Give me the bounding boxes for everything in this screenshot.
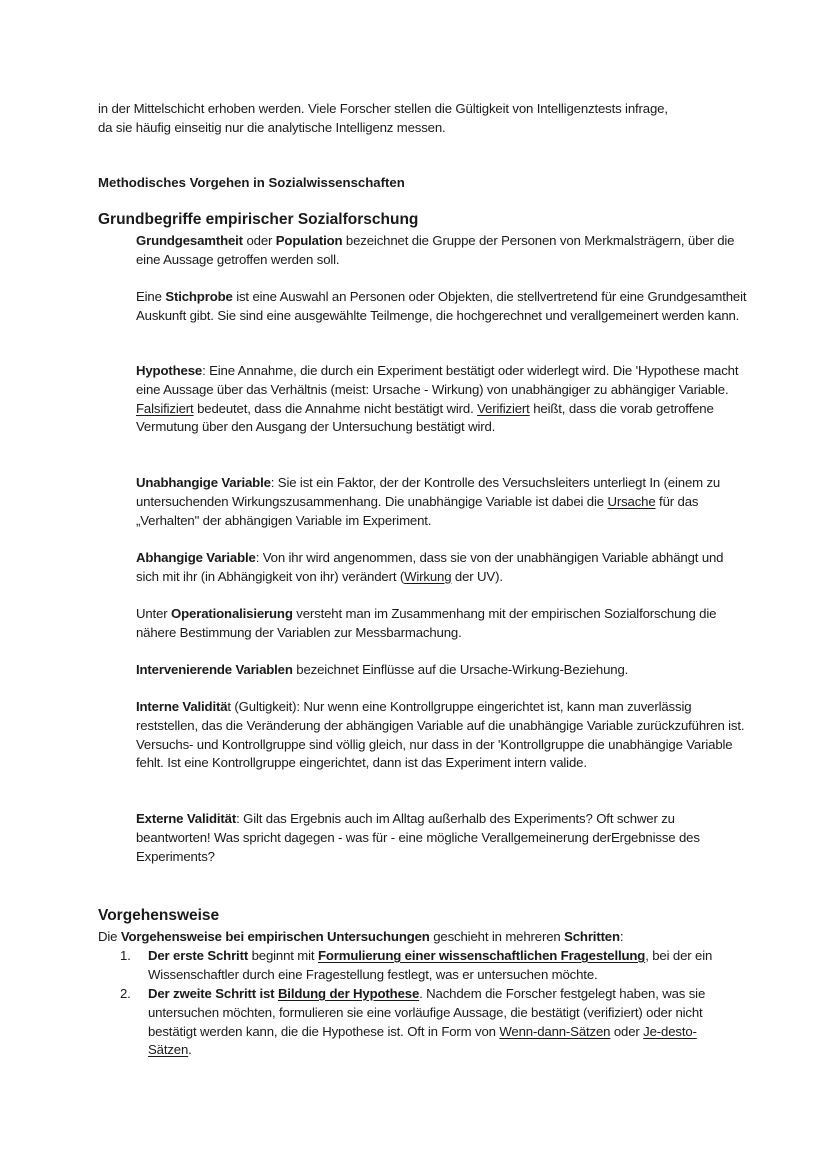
heading-grundbegriffe: Grundbegriffe empirischer Sozialforschung bbox=[98, 211, 419, 228]
list-item-step-2 bbox=[120, 985, 740, 1060]
term-grundgesamtheit: Grundgesamtheit bbox=[136, 233, 243, 248]
section-title: Methodisches Vorgehen in Sozialwissenschaften bbox=[98, 175, 405, 190]
term-operationalisierung: Operationalisierung bbox=[171, 606, 293, 621]
intro-line-1: in der Mittelschicht erhoben werden. Viele Forscher stellen die Gültigkeit von Intelligenztests infrage, bbox=[98, 101, 668, 116]
list-number: 2. bbox=[120, 986, 131, 1001]
text: bedeutet, dass die Annahme nicht bestätigt wird. bbox=[193, 400, 478, 416]
term-externe-validitaet: Externe Validität bbox=[136, 811, 237, 826]
term-intervenierende-variablen: Intervenierende Variablen bbox=[136, 662, 293, 677]
term-fragestellung: Formulierung einer wissenschaftlichen Fragestellung bbox=[317, 948, 646, 963]
text: : bbox=[619, 929, 624, 944]
term-verifiziert: Verifiziert bbox=[477, 400, 530, 416]
term-je-desto: Je-desto-Sätzen bbox=[148, 1023, 697, 1058]
list-item-step-1 bbox=[120, 947, 740, 985]
text: bezeichnet die Gruppe der Personen von Merkmalsträgern, über die eine Aussage getroffen werden soll. bbox=[136, 233, 735, 267]
text: geschieht in mehreren bbox=[429, 929, 565, 944]
paragraph-unabhaengige-variable bbox=[136, 474, 748, 530]
term-falsifiziert: Falsifiziert bbox=[136, 400, 194, 416]
text: ist eine Auswahl an Personen oder Objekten, die stellvertretend für eine Grundgesamtheit Auskunft gibt. Sie sind eine ausgewählte Teilmenge, die hochgerechnet und verallgemeinert werden kann. bbox=[136, 289, 747, 323]
text: Die bbox=[98, 929, 121, 944]
text: Der erste Schritt bbox=[148, 948, 249, 963]
term-wenn-dann: Wenn-dann-Sätzen bbox=[499, 1023, 611, 1039]
text: : Gilt das Ergebnis auch im Alltag außerhalb des Experiments? Oft schwer zu beantworten! Was spricht dagegen - was für - eine mögliche Verallgemeinerung derErgebnisse des Experiments? bbox=[136, 811, 700, 864]
paragraph-stichprobe bbox=[136, 288, 748, 326]
paragraph-abhaengige-variable bbox=[136, 549, 748, 587]
paragraph-interne-validitaet bbox=[136, 698, 748, 773]
term-hypothese: Hypothese bbox=[136, 363, 203, 378]
text: : Sie ist ein Faktor, der der Kontrolle des Versuchsleiters unterliegt In (einem zu untersuchenden Wirkungszusammenhang. Die unabhängige Variable ist dabei die bbox=[136, 475, 721, 509]
text: bezeichnet Einflüsse auf die Ursache-Wirkung-Beziehung. bbox=[292, 662, 629, 677]
paragraph-hypothese bbox=[136, 362, 748, 437]
text: der UV). bbox=[451, 568, 503, 584]
text: oder bbox=[242, 233, 276, 248]
text: : Von ihr wird angenommen, dass sie von der unabhängigen Variable abhängt und sich mit ihr (in Abhängigkeit von ihr) verändert ( bbox=[136, 550, 724, 584]
text: t (Gultigkeit): Nur wenn eine Kontrollgruppe eingerichtet ist, kann man zuverlässig reststellen, das die Veränderung der abhängigen Variable auf die unabhängige Variable zurückzuführen ist. Versuchs- und Kontrollgruppe sind völlig gleich, nur dass in der 'Kontrollgruppe die unabhängige Variable fehlt. Ist eine Kontrollgruppe eingerichtet, dann ist das Experiment intern valide. bbox=[136, 699, 745, 771]
text: : Eine Annahme, die durch ein Experiment bestätigt oder widerlegt wird. Die 'Hypothese macht eine Aussage über das Verhältnis (meist: Ursache - Wirkung) von unabhängiger zu abhängiger Variable. bbox=[136, 363, 739, 397]
text: Unter bbox=[136, 606, 172, 621]
intro-paragraph bbox=[98, 100, 748, 138]
term-interne-validitaet: Interne Validitä bbox=[136, 699, 228, 714]
text: heißt, dass die vorab getroffene Vermutung über den Ausgang der Untersuchung bestätigt wird. bbox=[136, 400, 714, 435]
heading-vorgehensweise: Vorgehensweise bbox=[98, 907, 220, 924]
term-stichprobe: Stichprobe bbox=[165, 289, 233, 304]
text: für das „Verhalten" der abhängigen Variable im Experiment. bbox=[136, 493, 699, 528]
term-vorgehensweise: Vorgehensweise bei empirischen Untersuchungen bbox=[120, 929, 430, 944]
term-unabhaengige-variable: Unabhangige Variable bbox=[136, 475, 271, 490]
text: . Nachdem die Forscher festgelegt haben, was sie untersuchen möchten, formulieren sie eine vorläufige Aussage, die bestätigt (verifiziert) oder nicht bestätigt werden kann, die die Hypothese ist. Oft in Form von bbox=[148, 986, 706, 1039]
term-wirkung: Wirkung bbox=[404, 568, 452, 584]
text: . bbox=[188, 1042, 192, 1058]
term-population: Population bbox=[275, 233, 343, 248]
term-ursache: Ursache bbox=[607, 493, 656, 509]
text: Eine bbox=[136, 289, 166, 304]
paragraph-externe-validitaet bbox=[136, 810, 748, 866]
intro-line-2: da sie häufig einseitig nur die analytische Intelligenz messen. bbox=[98, 119, 446, 135]
paragraph-vorgehensweise-intro bbox=[98, 928, 748, 947]
list-number: 1. bbox=[120, 948, 131, 963]
term-abhaengige-variable: Abhangige Variable bbox=[136, 550, 256, 565]
term-schritten: Schritten bbox=[564, 929, 620, 944]
text: versteht man im Zusammenhang mit der empirischen Sozialforschung die nähere Bestimmung der Variablen zur Messbarmachung. bbox=[136, 606, 717, 640]
text: , bei der ein Wissenschaftler durch eine Fragestellung festlegt, was er untersuchen möchte. bbox=[148, 948, 713, 982]
text: oder bbox=[610, 1023, 644, 1039]
paragraph-operationalisierung bbox=[136, 605, 748, 643]
term-bildung-hypothese: Bildung der Hypothese bbox=[277, 986, 420, 1001]
paragraph-intervenierende-variablen bbox=[136, 661, 748, 680]
text: Der zweite Schritt ist bbox=[148, 986, 278, 1001]
text: beginnt mit bbox=[248, 948, 318, 963]
paragraph-grundgesamtheit bbox=[136, 232, 748, 270]
